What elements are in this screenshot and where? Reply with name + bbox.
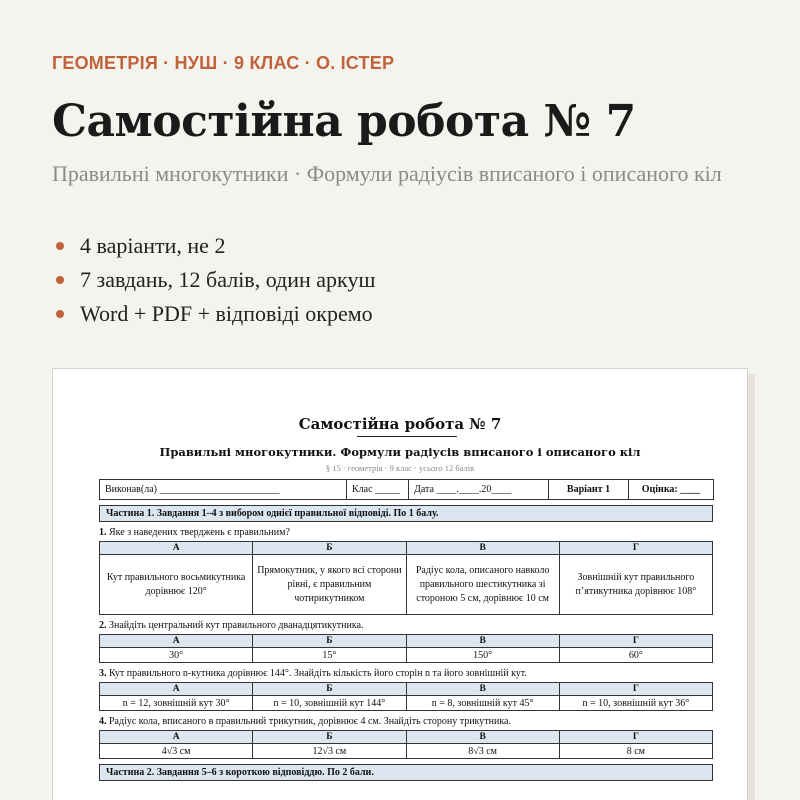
options-table-4 xyxy=(99,730,713,759)
option-cell: 8 см xyxy=(559,744,712,759)
question-number: 3. xyxy=(99,668,107,679)
table-row xyxy=(100,648,713,663)
feature-label: Word + PDF + відповіді окремо xyxy=(80,301,373,326)
student-name-field: Виконав(ла) ________________________ xyxy=(100,480,347,500)
worksheet-content xyxy=(99,479,713,781)
course-kicker: ГЕОМЕТРІЯ · НУШ · 9 КЛАС · О. ІСТЕР xyxy=(52,53,395,73)
table-row xyxy=(100,683,713,696)
feature-label: 4 варіанти, не 2 xyxy=(80,233,226,258)
table-row xyxy=(100,635,713,648)
worksheet-meta: § 15 · геометрія · 9 клас · усього 12 балів xyxy=(325,463,475,473)
question-4 xyxy=(99,715,713,730)
table-row xyxy=(100,744,713,759)
option-cell: Радіус кола, описаного навколо правильного шестикутника зі стороною 5 см, дорівнює 10 см xyxy=(406,555,559,615)
feature-list xyxy=(52,232,375,334)
option-letter: Б xyxy=(253,635,406,648)
student-info-table xyxy=(99,479,714,500)
option-letter: Г xyxy=(559,683,712,696)
option-letter: Б xyxy=(253,731,406,744)
option-letter: А xyxy=(100,731,253,744)
feature-label: 7 завдань, 12 балів, один аркуш xyxy=(80,267,376,292)
option-letter: Г xyxy=(559,542,712,555)
option-letter: Б xyxy=(253,683,406,696)
option-cell: n = 8, зовнішній кут 45° xyxy=(406,696,559,711)
question-number: 2. xyxy=(99,620,107,631)
feature-item xyxy=(52,232,375,266)
options-table-2 xyxy=(99,634,713,663)
worksheet-title: Самостійна робота № 7 xyxy=(298,415,502,433)
table-row xyxy=(100,555,713,615)
option-cell: 8√3 см xyxy=(406,744,559,759)
option-letter: А xyxy=(100,542,253,555)
option-cell: 30° xyxy=(100,648,253,663)
question-number: 4. xyxy=(99,716,107,727)
option-letter: А xyxy=(100,635,253,648)
class-field: Клас _____ xyxy=(347,480,409,500)
question-text: Радіус кола, вписаного в правильний трикутник, дорівнює 4 см. Знайдіть сторону трикутника. xyxy=(109,716,511,727)
worksheet-subtitle: Правильні многокутники. Формули радіусів вписаного і описаного кіл xyxy=(159,445,641,459)
option-cell: 60° xyxy=(559,648,712,663)
option-cell: 15° xyxy=(253,648,406,663)
table-row xyxy=(100,731,713,744)
feature-item xyxy=(52,266,375,300)
option-letter: В xyxy=(406,542,559,555)
feature-item xyxy=(52,300,375,334)
bullet-dot-icon xyxy=(56,276,64,284)
option-letter: В xyxy=(406,683,559,696)
question-text: Знайдіть центральний кут правильного дванадцятикутника. xyxy=(109,620,364,631)
grade-field: Оцінка: ____ xyxy=(629,480,714,500)
option-letter: Б xyxy=(253,542,406,555)
option-letter: В xyxy=(406,731,559,744)
variant-label: Варіант 1 xyxy=(549,480,629,500)
date-field: Дата ____.____.20____ xyxy=(409,480,549,500)
table-row xyxy=(100,542,713,555)
bullet-dot-icon xyxy=(56,310,64,318)
question-text: Яке з наведених тверджень є правильним? xyxy=(109,527,290,538)
title-underline xyxy=(357,436,457,437)
options-table-3 xyxy=(99,682,713,711)
table-row xyxy=(100,696,713,711)
option-cell: n = 10, зовнішній кут 144° xyxy=(253,696,406,711)
option-cell: Прямокутник, у якого всі сторони рівні, є правильним чотирикутником xyxy=(253,555,406,615)
bullet-dot-icon xyxy=(56,242,64,250)
part-2-header: Частина 2. Завдання 5–6 з короткою відповіддю. По 2 бали. xyxy=(99,764,713,781)
worksheet-preview xyxy=(52,368,748,800)
option-letter: Г xyxy=(559,731,712,744)
question-3 xyxy=(99,667,713,682)
part-1-header: Частина 1. Завдання 1–4 з вибором однієї правильної відповіді. По 1 балу. xyxy=(99,505,713,522)
option-letter: В xyxy=(406,635,559,648)
option-cell: 4√3 см xyxy=(100,744,253,759)
option-cell: 150° xyxy=(406,648,559,663)
options-table-1 xyxy=(99,541,713,615)
option-cell: Кут правильного восьмикутника дорівнює 120° xyxy=(100,555,253,615)
question-1 xyxy=(99,526,713,541)
option-cell: n = 12, зовнішній кут 30° xyxy=(100,696,253,711)
option-cell: 12√3 см xyxy=(253,744,406,759)
page-title: Самостійна робота № 7 xyxy=(52,96,636,147)
question-number: 1. xyxy=(99,527,107,538)
option-cell: n = 10, зовнішній кут 36° xyxy=(559,696,712,711)
option-letter: Г xyxy=(559,635,712,648)
table-row xyxy=(100,480,714,500)
question-text: Кут правильного n-кутника дорівнює 144°. Знайдіть кількість його сторін n та його зовнішній кут. xyxy=(109,668,527,679)
option-letter: А xyxy=(100,683,253,696)
question-2 xyxy=(99,619,713,634)
page-subtitle: Правильні многокутники · Формули радіусів вписаного і описаного кіл xyxy=(52,161,722,186)
option-cell: Зовнішній кут правильного п’ятикутника дорівнює 108° xyxy=(559,555,712,615)
